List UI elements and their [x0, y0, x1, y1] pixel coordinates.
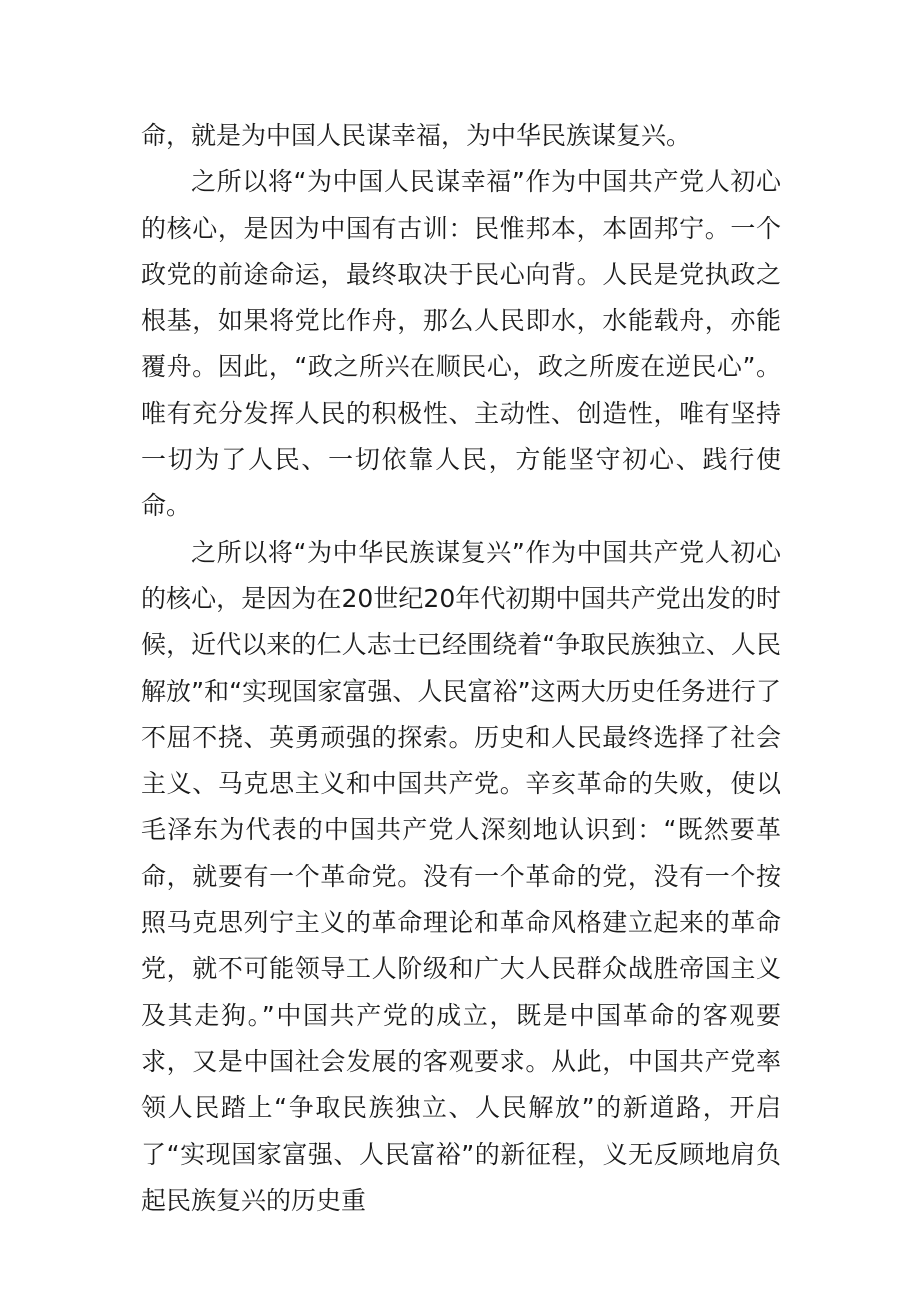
paragraph-continued: 命，就是为中国人民谋幸福，为中华民族谋复兴。 — [141, 121, 692, 150]
paragraph-people-happiness: 之所以将“为中国人民谋幸福”作为中国共产党人初心的核心，是因为中国有古训：民惟邦本，本固邦宁。一个政党的前途命运，最终取决于民心向背。人民是党执政之根基，如果将党比作舟，那么人民即水，水能载舟，亦能覆舟。因此，“政之所兴在顺民心，政之所废在逆民心”。唯有充分发挥人民的积极性、主动性、创造性，唯有坚持一切为了人民、一切依靠人民，方能坚守初心、践行使命。 — [141, 167, 781, 521]
body-text — [141, 113, 781, 1224]
paragraph-national-rejuvenation: 之所以将“为中华民族谋复兴”作为中国共产党人初心的核心，是因为在20世纪20年代初期中国共产党出发的时候，近代以来的仁人志士已经围绕着“争取民族独立、人民解放”和“实现国家富强、人民富裕”这两大历史任务进行了不屈不挠、英勇顽强的探索。历史和人民最终选择了社会主义、马克思主义和中国共产党。辛亥革命的失败，使以毛泽东为代表的中国共产党人深刻地认识到：“既然要革命，就要有一个革命党。没有一个革命的党，没有一个按照马克思列宁主义的革命理论和革命风格建立起来的革命党，就不可能领导工人阶级和广大人民群众战胜帝国主义及其走狗。”中国共产党的成立，既是中国革命的客观要求，又是中国社会发展的客观要求。从此，中国共产党率领人民踏上“争取民族独立、人民解放”的新道路，开启了“实现国家富强、人民富裕”的新征程，义无反顾地肩负起民族复兴的历史重 — [141, 537, 781, 1215]
